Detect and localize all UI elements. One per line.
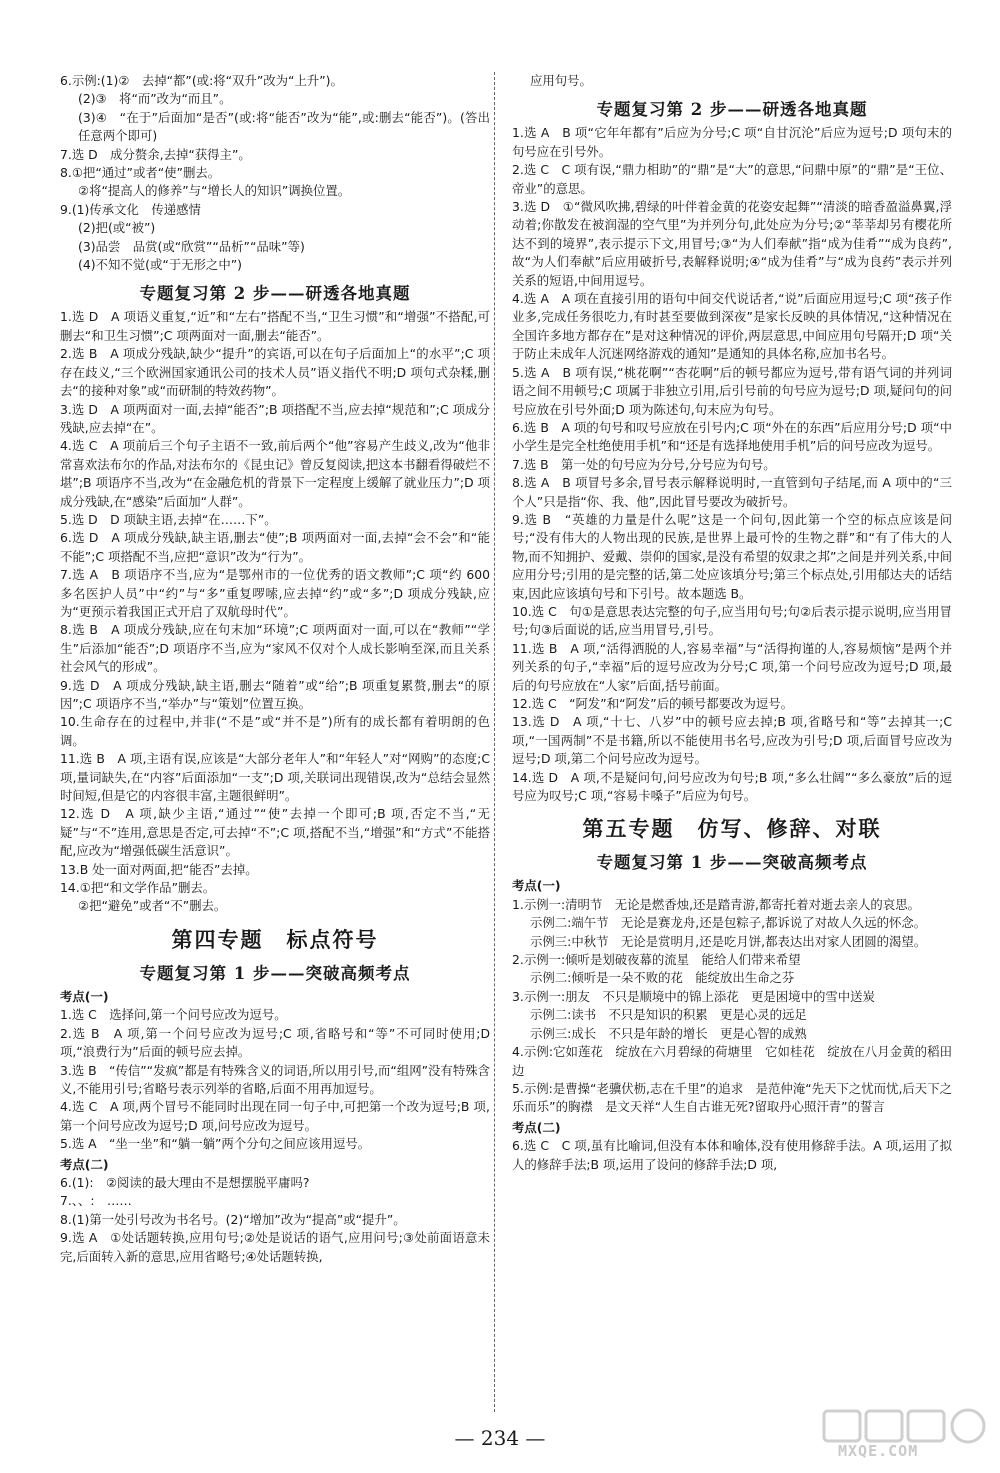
answer-paragraph: 8.(1)第一处引号改为书名号。(2)“增加”改为“提高”或“提升”。 bbox=[60, 1211, 406, 1227]
column-divider bbox=[494, 72, 495, 1412]
subsection-title: 专题复习第 2 步——研透各地真题 bbox=[139, 284, 411, 304]
section-title: 第五专题 仿写、修辞、对联 bbox=[582, 816, 882, 842]
answer-paragraph: (2)③ 将“而”改为“而且”。 bbox=[78, 91, 232, 107]
answer-paragraph: 9.选 B “英雄的力量是什么呢”这是一个问句,因此第一个空的标点应该是问号;“没有伟大的人物出现的民族,是世界上最可怜的生物之群”和“有了伟大的人物,而不知拥护、爱戴、崇仰的国家,是没有希望的奴隶之邦”之间是并列关系,中间应用分号;引用的是完整的话,第二处应该填分号;第三个标点处,引用郁达夫的话结束,因此应该填句号和下引号。故本题选 B。 bbox=[512, 511, 952, 601]
answer-paragraph: 1.选 D A 项语义重复,“近”和“左右”搭配不当,“卫生习惯”和“增强”不搭配,可删去“和卫生习惯”;C 项两面对一面,删去“能否”。 bbox=[60, 309, 490, 343]
exam-point-heading: 考点(二) bbox=[512, 1119, 561, 1135]
answer-paragraph: 应用句号。 bbox=[530, 73, 592, 88]
answer-paragraph: (3)品尝 品赏(或“欣赏”“品析”“品味”等) bbox=[78, 238, 305, 254]
answer-paragraph: 8.选 B A 项成分残缺,应在句末加“环境”;C 项两面对一面,可以在“教师”“学生”后添加“能否”;D 项语序不当,应为“家风不仅对个人成长影响至深,而且关系社会风气的形成”。 bbox=[60, 622, 490, 675]
answer-paragraph: 3.选 D A 项两面对一面,去掉“能否”;B 项搭配不当,应去掉“规范和”;C 项成分残缺,应去掉“在”。 bbox=[60, 401, 490, 435]
answer-paragraph: 6.选 B A 项的句号和叹号应放在引号内;C 项“外在的东西”后应用分号;D 项“中小学生是完全杜绝使用手机”和“还是有选择地使用手机”后的问号应改为逗号。 bbox=[512, 419, 952, 454]
answer-paragraph: 6.(1): ②阅读的最大理由不是想摆脱平庸吗? bbox=[60, 1174, 310, 1190]
answer-paragraph: 10.生命存在的过程中,并非(“不是”或“并不是”)所有的成长都有着明朗的色调。 bbox=[60, 714, 490, 748]
answer-paragraph: (2)把(或“被”) bbox=[78, 220, 156, 236]
answer-paragraph: 5.选 A “坐一坐”和“躺一躺”两个分句之间应该用逗号。 bbox=[60, 1136, 371, 1152]
answer-paragraph: 5.示例:是曹操“老骥伏枥,志在千里”的追求 是范仲淹“先天下之忧而忧,后天下之乐而乐”的胸襟 是文天祥“人生自古谁无死?留取丹心照汗青”的誓言 bbox=[512, 1080, 952, 1115]
answer-paragraph: ②把“避免”或者“不”删去。 bbox=[78, 898, 227, 914]
answer-paragraph: 4.选 C A 项前后三个句子主语不一致,前后两个“他”容易产生歧义,改为“他非常喜欢法布尔的作品,对法布尔的《昆虫记》曾反复阅读,把这本书翻看得破烂不堪”;B 项语序不当,改为“在金融危机的背景下一定程度上缓解了就业压力”;D 项成分残缺,在“感染”后面加“人群”。 bbox=[60, 438, 490, 509]
answer-paragraph: 4.选 A A 项在直接引用的语句中间交代说话者,“说”后面应用逗号;C 项“孩子作业多,完成任务很吃力,有时甚至要做到深夜”是家长反映的具体情况,“这种情况在全国许多地方都存在”是对这种情况的评价,两层意思,中间应用句号隔开;D 项“关于防止未成年人沉迷网络游戏的通知”是通知的具体名称,应加书名号。 bbox=[512, 291, 952, 362]
answer-paragraph: 4.示例:它如莲花 绽放在六月碧绿的荷塘里 它如桂花 绽放在八月金黄的稻田边 bbox=[512, 1044, 952, 1078]
answer-paragraph: (4)不知不觉(或“于无形之中”) bbox=[78, 257, 242, 273]
answer-paragraph: 7.选 D 成分赘余,去掉“获得主”。 bbox=[60, 146, 251, 162]
exam-point-heading: 考点(二) bbox=[60, 1156, 109, 1172]
answer-paragraph: 7.选 B 第一处的句号应为分号,分号应为句号。 bbox=[512, 456, 776, 472]
answer-paragraph: 14.选 D A 项,不是疑问句,问号应改为句号;B 项,“多么壮阔”“多么豪放”后的逗号应为叹号;C 项,“容易卡嗓子”后应为句号。 bbox=[512, 769, 952, 804]
answer-paragraph: 9.选 A ①处话题转换,应用句号;②处是说话的语气,应用问号;③处前面语意未完,后面转入新的意思,应用省略号;④处话题转换, bbox=[60, 1230, 490, 1264]
page-number: — 234 — bbox=[454, 1426, 546, 1450]
exam-point-heading: 考点(一) bbox=[60, 988, 109, 1004]
answer-paragraph: 2.选 C C 项有误,“鼎力相助”的“鼎”是“大”的意思,“问鼎中原”的“鼎”是“王位、帝业”的意思。 bbox=[512, 162, 952, 196]
answer-paragraph: 示例二:读书 不只是知识的积累 更是心灵的远足 bbox=[530, 1007, 807, 1023]
answer-paragraph: 1.示例一:清明节 无论是燃香烛,还是踏青游,都寄托着对逝去亲人的哀思。 bbox=[512, 896, 920, 912]
answer-paragraph: 4.选 C A 项,两个冒号不能同时出现在同一句子中,可把第一个改为逗号;B 项,第一个问号应改为逗号;D 项,问号应改为逗号。 bbox=[60, 1099, 490, 1133]
right-column bbox=[512, 72, 952, 1174]
answer-paragraph: 11.选 B A 项,“活得洒脱的人,容易幸福”与“活得拘谨的人,容易烦恼”是两个并列关系的句子,“幸福”后的逗号应改为分号;C 项,第一个问号应改为逗号;D 项,最后的句号应放在“人家”后面,括号前面。 bbox=[512, 640, 952, 693]
answer-paragraph: 10.选 C 句①是意思表达完整的句子,应当用句号;句②后表示提示说明,应当用冒号;句③后面说的话,应当用冒号,引号。 bbox=[512, 603, 952, 638]
answer-paragraph: 5.选 A B 项有误,“桃花啊”“杏花啊”后的顿号都应为逗号,带有语气词的并列词语之间不用顿号;C 项属于非独立引用,后引号前的句号应为逗号;D 项,疑问句的问号应放在引号外面;D 项为陈述句,句末应为句号。 bbox=[512, 364, 952, 417]
exam-point-heading: 考点(一) bbox=[512, 878, 561, 894]
answer-paragraph: 2.示例一:倾听是划破夜幕的流星 能给人们带来希望 bbox=[512, 952, 801, 968]
answer-paragraph: (3)④ “在于”后面加“是否”(或:将“能否”改为“能”,或:删去“能否”)。(答出任意两个即可) bbox=[78, 109, 490, 144]
answer-paragraph: 2.选 B A 项,第一个问号应改为逗号;C 项,省略号和“等”不可同时使用;D 项,“浪费行为”后面的顿号应去掉。 bbox=[60, 1025, 490, 1060]
answer-paragraph: 6.选 D A 项成分残缺,缺主语,删去“使”;B 项两面对一面,去掉“会不会”和“能不能”;C 项搭配不当,应把“意识”改为“行为”。 bbox=[60, 530, 490, 564]
answer-paragraph: 示例二:端午节 无论是赛龙舟,还是包粽子,都诉说了对故人久远的怀念。 bbox=[530, 915, 927, 931]
answer-paragraph: 12.选 D A 项,缺少主语,“通过”“使”去掉一个即可;B 项,否定不当,“无疑”与“不”连用,意思是否定,可去掉“不”;C 项,搭配不当,“增强”和“方式”不能搭配,应改为“增强低碳生活意识”。 bbox=[60, 806, 490, 859]
answer-paragraph: 9.(1)传承文化 传递感情 bbox=[60, 201, 201, 217]
answer-paragraph: 8.①把“通过”或者“使”删去。 bbox=[60, 165, 221, 181]
answer-paragraph: 示例三:成长 不只是年龄的增长 更是心智的成熟 bbox=[530, 1025, 807, 1041]
answer-paragraph: ②将“提高人的修养”与“增长人的知识”调换位置。 bbox=[78, 183, 351, 199]
answer-paragraph: 3.示例一:朋友 不只是顺境中的锦上添花 更是困境中的雪中送炭 bbox=[512, 988, 875, 1004]
answer-paragraph: 12.选 C “阿发”和“阿发”后的顿号都要改为逗号。 bbox=[512, 696, 794, 711]
answer-paragraph: 1.选 C 选择问,第一个问号应改为逗号。 bbox=[60, 1007, 287, 1023]
answer-paragraph: 13.B 处一面对两面,把“能否”去掉。 bbox=[60, 861, 258, 877]
watermark-text: MXQE.COM bbox=[838, 1442, 919, 1460]
answer-paragraph: 3.选 B “传信”“发疯”都是有特殊含义的词语,所以用引号,而“组网”没有特殊含义,不能用引号;省略号表示列举的省略,后面不用再加逗号。 bbox=[60, 1062, 490, 1096]
answer-paragraph: 1.选 A B 项“它年年都有”后应为分号;C 项“自甘沉沦”后应为逗号;D 项句末的句号应在引号外。 bbox=[512, 125, 952, 159]
answer-paragraph: 14.①把“和文学作品”删去。 bbox=[60, 880, 216, 896]
answer-paragraph: 13.选 D A 项,“十七、八岁”中的顿号应去掉;B 项,省略号和“等”去掉其一;C 项,“一国两制”不是书籍,所以不能使用书名号,应改为引号;D 项,后面冒号应改为逗号;D 项,第二个问号应改为逗号。 bbox=[512, 714, 952, 767]
subsection-title: 专题复习第 1 步——突破高频考点 bbox=[596, 853, 868, 873]
answer-paragraph: 示例三:中秋节 无论是赏明月,还是吃月饼,都表达出对家人团圆的渴望。 bbox=[530, 933, 927, 949]
answer-paragraph: 8.选 A B 项冒号多余,冒号表示解释说明时,一直管到句子结尾,而 A 项中的“三个人”只是指“你、我、他”,因此冒号要改为破折号。 bbox=[512, 475, 952, 509]
subsection-title: 专题复习第 2 步——研透各地真题 bbox=[596, 100, 868, 120]
answer-paragraph: 7.、、: …… bbox=[60, 1193, 132, 1209]
left-column bbox=[60, 72, 490, 1266]
answer-paragraph: 3.选 D ①“微风吹拂,碧绿的叶伴着金黄的花姿安起舞”“清淡的暗香盈溢鼻翼,浮动着;你散发在被润湿的空气里”为并列分句,此处应为分号;②“莘莘却另有樱花所达不到的境界”,表示提示下文,用冒号;③“为人们奉献”指“成为佳肴”“成为良药”,故“为人们奉献”后应用破折号,表解释说明;④“成为佳肴”与“成为良药”表示并列关系的短语,中间用逗号。 bbox=[512, 199, 952, 288]
answer-paragraph: 5.选 D D 项缺主语,去掉“在……下”。 bbox=[60, 511, 277, 527]
answer-paragraph: 7.选 A B 项语序不当,应为“是鄂州市的一位优秀的语文教师”;C 项“约 600 多名医护人员”中“约”与“多”重复啰嗦,应去掉“约”或“多”;D 项成分残缺,应为“更预示着我国正式开启了双航母时代”。 bbox=[60, 567, 490, 619]
subsection-title: 专题复习第 1 步——突破高频考点 bbox=[139, 963, 411, 983]
section-title: 第四专题 标点符号 bbox=[171, 926, 379, 952]
answer-paragraph: 6.示例:(1)② 去掉“都”(或:将“双升”改为“上升”)。 bbox=[60, 73, 343, 88]
answer-paragraph: 2.选 B A 项成分残缺,缺少“提升”的宾语,可以在句子后面加上“的水平”;C 项存在歧义,“三个欧洲国家通讯公司的技术人员”语义指代不明;D 项句式杂糅,删去“的接种对象”或“而研制的特效药物”。 bbox=[60, 346, 490, 399]
answer-paragraph: 11.选 B A 项,主语有误,应该是“大部分老年人”和“年轻人”对“网购”的态度;C 项,量词缺失,在“内容”后面添加“一支”;D 项,关联词出现错误,改为“总结会显然时间短,但是它的内容很丰富,主题很鲜明”。 bbox=[60, 751, 490, 804]
answer-paragraph: 9.选 D A 项成分残缺,缺主语,删去“随着”或“给”;B 项重复累赘,删去“的原因”;C 项语序不当,“举办”与“策划”位置互换。 bbox=[60, 677, 490, 711]
answer-paragraph: 6.选 C C 项,虽有比喻词,但没有本体和喻体,没有使用修辞手法。A 项,运用了拟人的修辞手法;B 项,运用了设问的修辞手法;D 项, bbox=[512, 1138, 952, 1172]
answer-paragraph: 示例二:倾听是一朵不败的花 能绽放出生命之芬 bbox=[530, 970, 795, 986]
